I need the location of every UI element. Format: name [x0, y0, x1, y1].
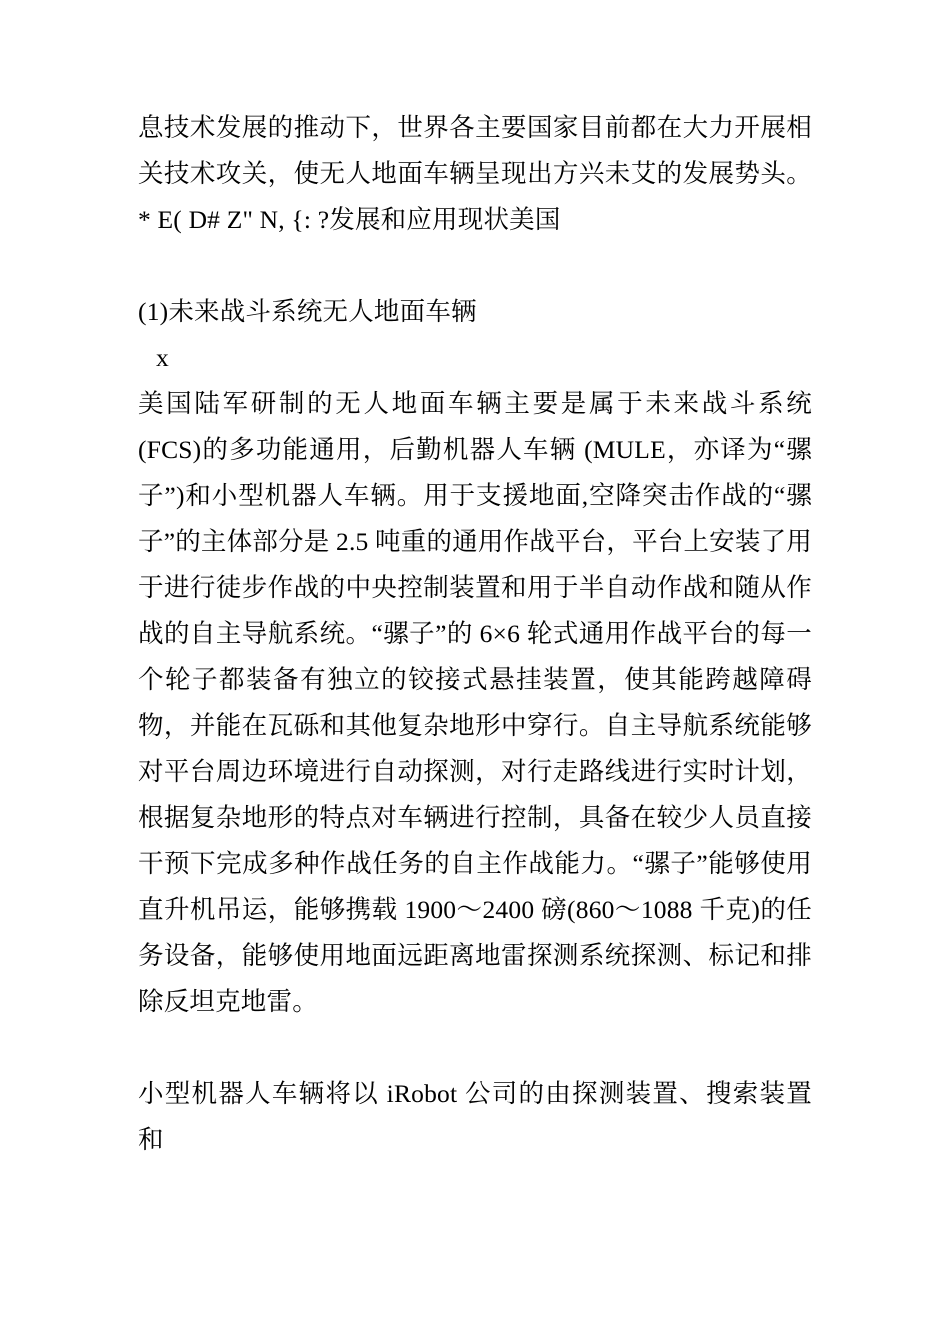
paragraph-heading-1: (1)未来战斗系统无人地面车辆: [138, 297, 477, 326]
paragraph-gap: [138, 243, 812, 289]
paragraph-gap-2: [138, 1025, 812, 1071]
paragraph-mule-description: 美国陆军研制的无人地面车辆主要是属于未来战斗系统(FCS)的多功能通用，后勤机器人车辆 (MULE，亦译为“骡子”)和小型机器人车辆。用于支援地面,空降突击作战的“骡子”的主体部分是 2.5 吨重的通用作战平台，平台上安装了用于进行徒步作战的中央控制装置和用于半自动作战和随从作战的自主导航系统。“骡子”的 6×6 轮式通用作战平台的每一个轮子都装备有独立的铰接式悬挂装置，使其能跨越障碍物，并能在瓦砾和其他复杂地形中穿行。自主导航系统能够对平台周边环境进行自动探测，对行走路线进行实时计划，根据复杂地形的特点对车辆进行控制，具备在较少人员直接干预下完成多种作战任务的自主作战能力。“骡子”能够使用直升机吊运，能够携载 1900～2400 磅(860～1088 千克)的任务设备，能够使用地面远距离地雷探测系统探测、标记和排除反坦克地雷。: [138, 389, 812, 1016]
document-body: [138, 105, 812, 1163]
paragraph-small-robot-vehicle: 小型机器人车辆将以 iRobot 公司的由探测装置、搜索装置和: [138, 1079, 812, 1154]
paragraph-intro: 息技术发展的推动下，世界各主要国家目前都在大力开展相关技术攻关，使无人地面车辆呈现出方兴未艾的发展势头。* E( D# Z" N, {: ?发展和应用现状美国: [138, 113, 812, 234]
paragraph-marker-x: x: [156, 343, 169, 372]
